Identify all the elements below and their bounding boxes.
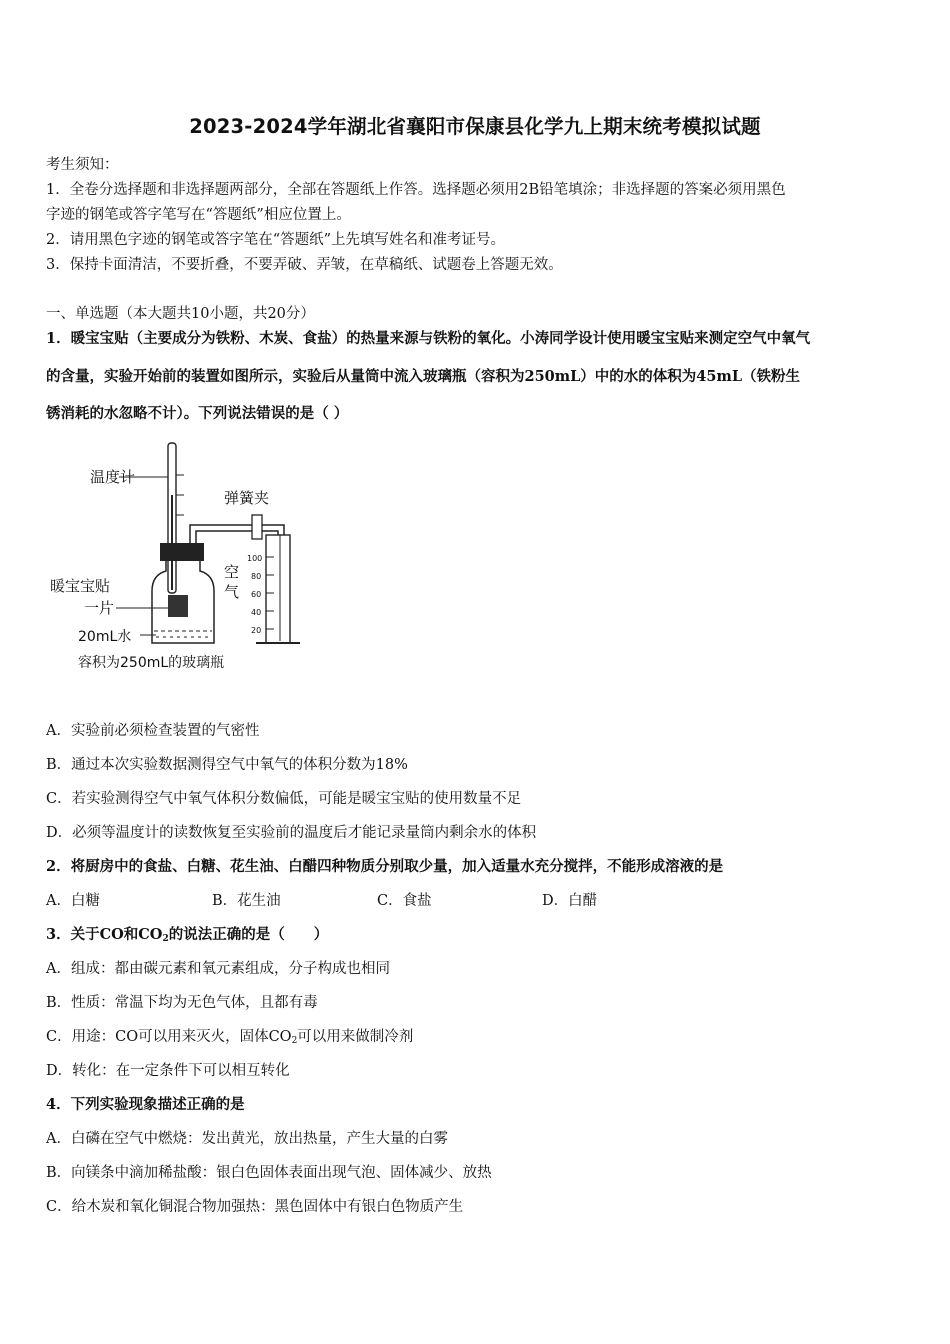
q1-option-d: D．必须等温度计的读数恢复至实验前的温度后才能记录量筒内剩余水的体积 [46, 825, 537, 841]
page-title: 2023-2024学年湖北省襄阳市保康县化学九上期末统考模拟试题 [189, 115, 761, 138]
q3-stem-a: 3．关于CO和CO [46, 926, 163, 943]
measuring-cylinder-icon [266, 535, 290, 643]
label-clamp: 弹簧夹 [224, 489, 270, 507]
q2-option-c: C．食盐 [377, 893, 432, 909]
notice-item-1a: 1．全卷分选择题和非选择题两部分，全部在答题纸上作答。选择题必须用2B铅笔填涂；非选择题的答案必须用黑色 [46, 182, 786, 198]
label-water: 20mL水 [78, 629, 132, 645]
warmer-pad-icon [168, 595, 188, 617]
q3-option-c-a: C．用途：CO可以用来灭火，固体CO [46, 1029, 292, 1045]
label-warmer-1: 暖宝宝贴 [50, 577, 111, 595]
label-air-2: 气 [224, 583, 240, 601]
notice-item-1b: 字迹的钢笔或答字笔写在“答题纸”相应位置上。 [46, 207, 351, 223]
q1-stem-line1: 1．暖宝宝贴（主要成分为铁粉、木炭、食盐）的热量来源与铁粉的氧化。小涛同学设计使用暖宝宝贴来测定空气中氧气 [46, 330, 811, 347]
notice-heading: 考生须知： [46, 157, 119, 173]
label-air-1: 空 [224, 563, 240, 581]
q3-option-a: A．组成：都由碳元素和氧元素组成，分子构成也相同 [46, 961, 390, 977]
cyl-scale-40: 40 [251, 608, 262, 617]
cyl-scale-100: 100 [247, 554, 263, 563]
q1-option-b: B．通过本次实验数据测得空气中氧气的体积分数为18% [46, 757, 408, 773]
q3-option-c [46, 1025, 413, 1046]
q1-option-a: A．实验前必须检查装置的气密性 [46, 723, 260, 739]
section-heading: 一、单选题（本大题共10小题，共20分） [46, 306, 315, 322]
q2-stem: 2．将厨房中的食盐、白糖、花生油、白醋四种物质分别取少量，加入适量水充分搅拌，不能形成溶液的是 [46, 858, 724, 875]
q4-stem: 4．下列实验现象描述正确的是 [46, 1096, 245, 1113]
apparatus-figure [44, 435, 314, 680]
q4-option-c: C．给木炭和氧化铜混合物加强热：黑色固体中有银白色物质产生 [46, 1199, 464, 1215]
q3-option-c-b: 可以用来做制冷剂 [297, 1029, 414, 1045]
spring-clamp-icon [252, 515, 262, 539]
cyl-scale-20: 20 [251, 626, 262, 635]
q3-option-c-sub: 2 [291, 1036, 298, 1046]
q2-option-d: D．白醋 [542, 893, 598, 909]
notice-item-2: 2．请用黑色字迹的钢笔或答字笔在“答题纸”上先填写姓名和准考证号。 [46, 232, 506, 248]
q2-options [46, 889, 597, 910]
q3-option-b: B．性质：常温下均为无色气体，且都有毒 [46, 995, 318, 1011]
q1-stem-line2: 的含量，实验开始前的装置如图所示，实验后从量筒中流入玻璃瓶（容积为250mL）中的水的体积为45mL（铁粉生 [46, 368, 801, 385]
cyl-scale-60: 60 [251, 590, 262, 599]
q1-option-c: C．若实验测得空气中氧气体积分数偏低，可能是暖宝宝贴的使用数量不足 [46, 791, 522, 807]
label-warmer-2: 一片 [84, 599, 115, 617]
q2-option-a: A．白糖 [46, 893, 100, 909]
q2-option-b: B．花生油 [212, 893, 281, 909]
notice-item-3: 3．保持卡面清洁，不要折叠，不要弄破、弄皱，在草稿纸、试题卷上答题无效。 [46, 257, 563, 273]
label-bottle: 容积为250mL的玻璃瓶 [78, 655, 225, 671]
bottle-stopper [160, 543, 204, 561]
q3-stem [46, 923, 328, 944]
q1-stem-line3: 锈消耗的水忽略不计）。下列说法错误的是（ ） [46, 405, 349, 422]
cyl-scale-80: 80 [251, 572, 262, 581]
q3-stem-b: 的说法正确的是（ ） [168, 926, 329, 943]
q4-option-a: A．白磷在空气中燃烧：发出黄光，放出热量，产生大量的白雾 [46, 1131, 448, 1147]
q4-option-b: B．向镁条中滴加稀盐酸：银白色固体表面出现气泡、固体减少、放热 [46, 1165, 492, 1181]
q3-option-d: D．转化：在一定条件下可以相互转化 [46, 1063, 290, 1079]
label-thermometer: 温度计 [90, 468, 136, 486]
q3-stem-sub: 2 [162, 934, 169, 944]
